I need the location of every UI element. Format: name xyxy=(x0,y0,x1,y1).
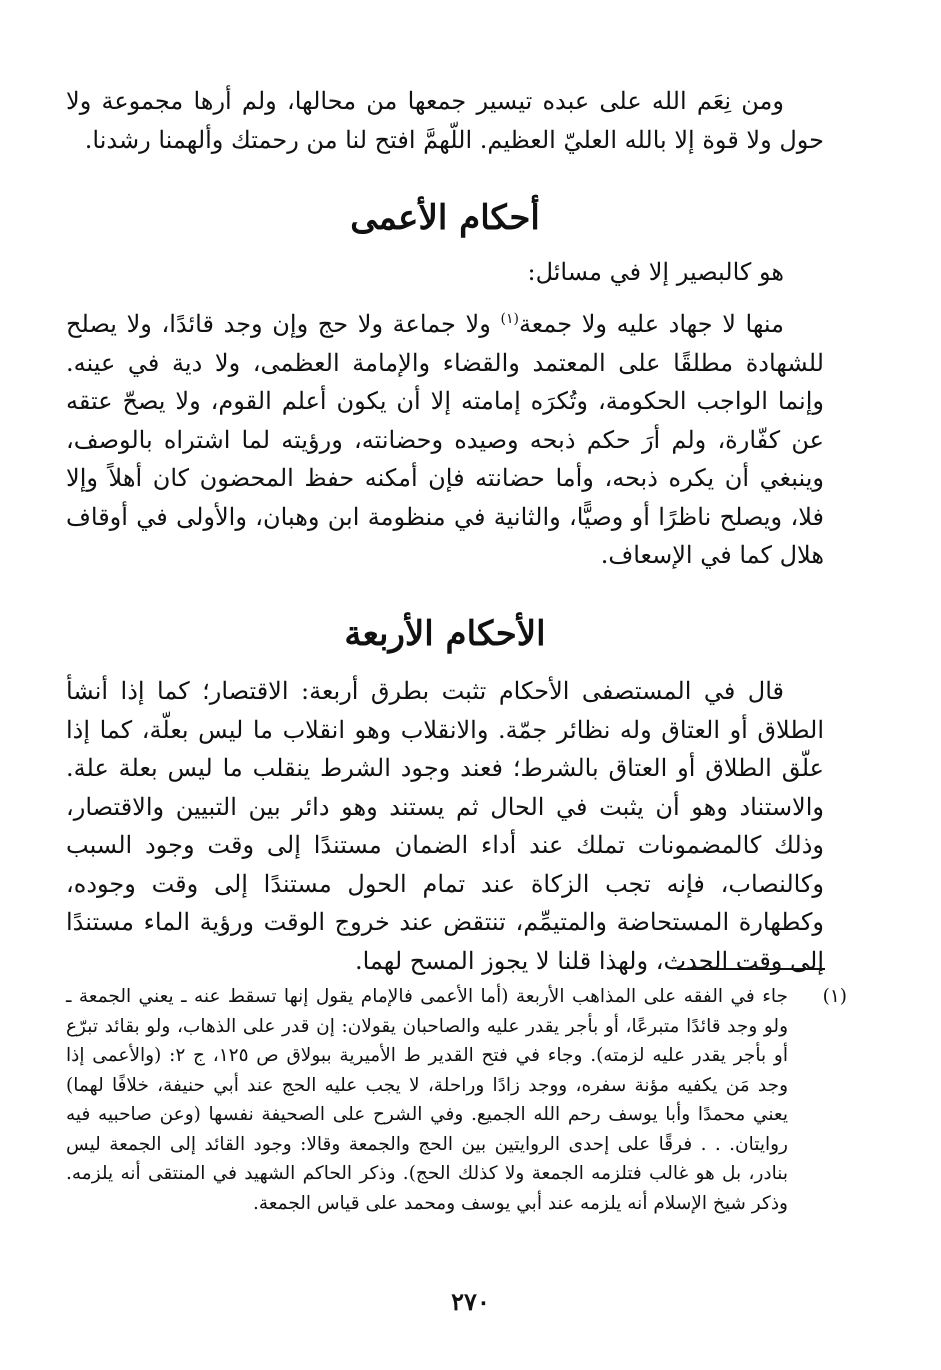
section-heading-four-rulings: الأحكام الأربعة xyxy=(344,614,546,654)
footnote-number: (١) xyxy=(822,986,847,1007)
footnote-text: جاء في الفقه على المذاهب الأربعة (أما الأعمى فالإمام يقول إنها تسقط عنه ـ يعني الجمعة ـ ولو وجد قائدًا متبرعًا، أو بأجر يقدر عليه والصاحبان يقولان: إن قدر على الذهاب، ولو بقائد تبرّع أو بأجر يقدر عليه لزمته). وجاء في فتح القدير ط الأميرية ببولاق ص ١٢٥، ج ٢: (والأعمى إذا وجد مَن يكفيه مؤنة سفره، ووجد زادًا وراحلة، لا يجب عليه الحج عند أبي حنيفة، خلافًا لهما) يعني محمدًا وأبا يوسف رحم الله الجميع. وفي الشرح على الصحيفة نفسها (وعن صاحبيه فيه روايتان. . . فرقًا على إحدى الروايتين بين الحج والجمعة وقالا: وجود القائد إلى الجمعة ليس بنادر، بل هو غالب فتلزمه الجمعة ولا كذلك الحج). وذكر الحاكم الشهيد في المنتقى أنه يلزمه. وذكر شيخ الإسلام أنه يلزمه عند أبي يوسف ومحمد على قياس الجمعة. xyxy=(66,986,788,1214)
footnote-separator xyxy=(677,968,825,970)
section-heading-blind: أحكام الأعمى xyxy=(350,198,540,238)
paragraph-rest: ولا جماعة ولا حج وإن وجد قائدًا، ولا يصلح للشهادة مطلقًا على المعتمد والقضاء والإمامة العظمى، ولا دية في عينه. وإنما الواجب الحكومة، وتُكرَه إمامته إلا أن يكون أعلم القوم، ولا يصحّ عتقه عن كفّارة، ولم أرَ حكم ذبحه وصيده وحضانته، ورؤيته لما اشتراه بالوصف، وينبغي أن يكره ذبحه، وأما حضانته فإن أمكنه حفظ المحضون كان أهلاً وإلا فلا، ويصلح ناظرًا أو وصيًّا، والثانية في منظومة ابن وهبان، والأولى في أوقاف هلال كما في الإسعاف. xyxy=(66,310,824,569)
intro-paragraph: ومن نِعَم الله على عبده تيسير جمعها من محالها، ولم أرها مجموعة ولا حول ولا قوة إلا بالله العليّ العظيم. اللّهمَّ افتح لنا من رحمتك وألهمنا رشدنا. xyxy=(66,87,824,154)
page-number: ٢٧٠ xyxy=(451,1287,490,1316)
section-lead-line: هو كالبصير إلا في مسائل: xyxy=(527,258,784,286)
blind-rulings-paragraph xyxy=(66,305,824,575)
four-rulings-paragraph: قال في المستصفى الأحكام تثبت بطرق أربعة: الاقتصار؛ كما إذا أنشأ الطلاق أو العتاق وله نظائر جمّة. والانقلاب وهو انقلاب ما ليس بعلّة، كما إذا علّق الطلاق أو العتاق بالشرط؛ فعند وجود الشرط ينقلب ما ليس بعلة علة. والاستناد وهو أن يثبت في الحال ثم يستند وهو دائر بين التبيين والاقتصار، وذلك كالمضمونات تملك عند أداء الضمان مستندًا إلى وقت وجود السبب وكالنصاب، فإنه تجب الزكاة عند تمام الحول مستندًا إلى وقت وجوده، وكطهارة المستحاضة والمتيمِّم، تنتقض عند خروج الوقت ورؤية الماء مستندًا إلى وقت الحدث، ولهذا قلنا لا يجوز المسح لهما. xyxy=(66,677,825,975)
paragraph-start: منها لا جهاد عليه ولا جمعة xyxy=(518,310,785,338)
footnote-reference: (١) xyxy=(500,311,519,327)
